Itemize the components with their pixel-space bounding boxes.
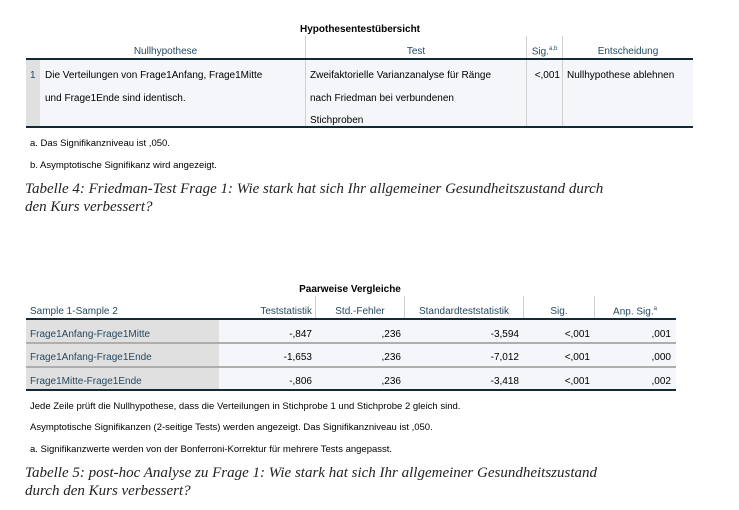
table1-title: Hypothesentestübersicht: [299, 24, 421, 35]
table2-caption-line1: Tabelle 5: post-hoc Analyse zu Frage 1: Wie stark hat sich Ihr allgemeiner Gesundheitszustand: [25, 465, 598, 481]
bottom-rule: [26, 389, 676, 391]
header-stdfehler: Std.-Fehler: [335, 306, 385, 317]
row-stdfehler: ,236: [381, 376, 401, 387]
bottom-rule: [26, 126, 693, 128]
row-teststatistik: -,847: [289, 329, 312, 340]
row-teststatistik: -1,653: [283, 352, 312, 363]
entscheidung-value: Nullhypothese ablehnen: [567, 70, 675, 81]
header-sig-footnote: a,b: [548, 46, 558, 52]
row-anpsig: ,000: [651, 352, 671, 363]
table1-note-a: a. Das Signifikanzniveau ist ,050.: [30, 138, 170, 149]
col-divider: [305, 60, 306, 126]
header-anpsig: [595, 306, 675, 317]
table2-note-2: Asymptotische Signifikanzen (2-seitige Tests) werden angezeigt. Das Signifikanzniveau ist ,050.: [30, 422, 433, 433]
table1-caption-line1: Tabelle 4: Friedman-Test Frage 1: Wie stark hat sich Ihr allgemeiner Gesundheitszustand durch: [25, 181, 604, 197]
test-line2: nach Friedman bei verbundenen: [310, 93, 454, 104]
row-teststatistik: -,806: [289, 376, 312, 387]
row-sig: <,001: [564, 352, 590, 363]
header-sig: Sig.: [550, 306, 568, 317]
row-sig: <,001: [564, 329, 590, 340]
header-sig-label: Sig.: [531, 46, 549, 58]
header-entscheidung: Entscheidung: [597, 46, 659, 57]
table2-note-1: Jede Zeile prüft die Nullhypothese, dass die Verteilungen in Stichprobe 1 und Stichprobe 2 gleich sind.: [30, 401, 461, 412]
header-anpsig-footnote: a: [653, 306, 657, 312]
col-divider: [562, 60, 563, 126]
row-sample: Frage1Mitte-Frage1Ende: [30, 376, 142, 387]
row-sig: <,001: [564, 376, 590, 387]
test-line1: Zweifaktorielle Varianzanalyse für Ränge: [310, 70, 492, 81]
row-anpsig: ,002: [651, 376, 671, 387]
row-standardteststatistik: -7,012: [490, 352, 519, 363]
test-line3: Stichproben: [310, 115, 364, 126]
header-test: Test: [406, 46, 426, 57]
row-divider: [26, 366, 676, 368]
table2-caption-line2: durch den Kurs verbessert?: [25, 483, 191, 499]
header-sample: Sample 1-Sample 2: [30, 306, 118, 317]
row-stdfehler: ,236: [381, 329, 401, 340]
nullhypothese-line1: Die Verteilungen von Frage1Anfang, Frage1Mitte: [45, 70, 263, 81]
header-nullhypothese: Nullhypothese: [133, 46, 198, 57]
header-sig: [527, 46, 562, 57]
row-sample: Frage1Anfang-Frage1Ende: [30, 352, 152, 363]
header-anpsig-label: Anp. Sig.: [613, 306, 654, 318]
row-stdfehler: ,236: [381, 352, 401, 363]
header-standardteststatistik: Standardteststatistik: [418, 306, 510, 317]
table1-note-b: b. Asymptotische Signifikanz wird angezeigt.: [30, 160, 217, 171]
table1-caption-line2: den Kurs verbessert?: [25, 199, 153, 215]
row-divider: [26, 342, 676, 344]
row-standardteststatistik: -3,418: [490, 376, 519, 387]
header-teststatistik: Teststatistik: [260, 306, 312, 317]
nullhypothese-line2: und Frage1Ende sind identisch.: [45, 93, 186, 104]
table2-title: Paarweise Vergleiche: [299, 284, 401, 295]
row-anpsig: ,001: [651, 329, 671, 340]
table2-note-a: a. Signifikanzwerte werden von der Bonferroni-Korrektur für mehrere Tests angepasst.: [30, 444, 393, 455]
row-standardteststatistik: -3,594: [490, 329, 519, 340]
sig-value: <,001: [534, 70, 560, 81]
row-index: 1: [30, 70, 36, 81]
row-sample: Frage1Anfang-Frage1Mitte: [30, 329, 151, 340]
